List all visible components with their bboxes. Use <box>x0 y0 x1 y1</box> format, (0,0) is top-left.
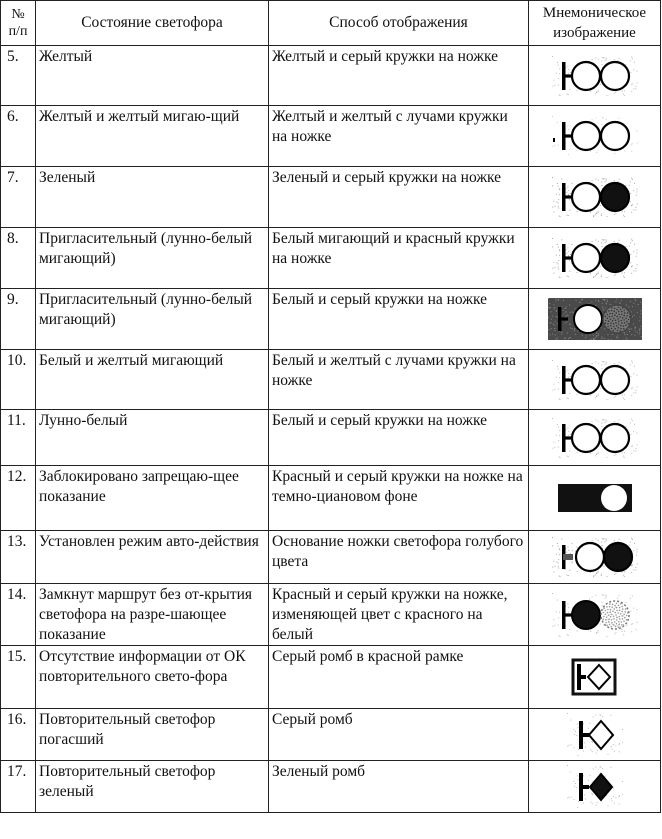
mnemonic-image <box>529 167 661 228</box>
signal-state: Повторительный светофор погасший <box>36 709 269 761</box>
signal-state: Установлен режим авто-действия <box>36 531 269 584</box>
mnemonic-image <box>529 410 661 466</box>
display-method: Красный и серый кружки на ножке, изменяющей цвет с красного на белый <box>269 584 529 646</box>
display-method: Белый и желтый с лучами кружки на ножке <box>269 350 529 410</box>
signal-auto-mode-icon <box>529 537 660 577</box>
table-row <box>1 167 661 228</box>
filled-diamond-icon <box>529 765 660 809</box>
display-method: Зеленый ромб <box>269 761 529 813</box>
mnemonic-image <box>529 106 661 167</box>
signal-state: Белый и желтый мигающий <box>36 350 269 410</box>
mnemonic-image <box>529 46 661 106</box>
header-method: Способ отображения <box>269 1 529 46</box>
signal-state: Пригласительный (лунно-белый мигающий) <box>36 289 269 350</box>
signal-state: Заблокировано запрещаю-щее показание <box>36 466 269 531</box>
hollow-diamond-icon <box>529 713 660 757</box>
row-number: 17. <box>1 761 36 813</box>
mnemonic-image <box>529 289 661 350</box>
row-number: 10. <box>1 350 36 410</box>
mnemonic-image <box>529 228 661 289</box>
signal-blocked-dark-icon <box>529 478 660 518</box>
table-row <box>1 350 661 410</box>
mnemonic-image <box>529 466 661 531</box>
row-number: 14. <box>1 584 36 646</box>
row-number: 11. <box>1 410 36 466</box>
row-number: 16. <box>1 709 36 761</box>
signal-dark-background-icon <box>529 298 660 340</box>
signal-state: Отсутствие информации от ОК повторительного свето-фора <box>36 646 269 709</box>
table-row <box>1 646 661 709</box>
display-method: Белый и серый кружки на ножке <box>269 410 529 466</box>
display-method: Красный и серый кружки на ножке на темно-циановом фоне <box>269 466 529 531</box>
table-row <box>1 289 661 350</box>
row-number: 13. <box>1 531 36 584</box>
mnemonic-image <box>529 646 661 709</box>
row-number: 15. <box>1 646 36 709</box>
diamond-in-frame-icon <box>529 654 660 700</box>
table-row <box>1 466 661 531</box>
mnemonic-image <box>529 350 661 410</box>
display-method: Желтый и серый кружки на ножке <box>269 46 529 106</box>
mnemonic-image <box>529 761 661 813</box>
mnemonic-image <box>529 709 661 761</box>
display-method: Белый мигающий и красный кружки на ножке <box>269 228 529 289</box>
mnemonic-image <box>529 584 661 646</box>
row-number: 8. <box>1 228 36 289</box>
table-row <box>1 46 661 106</box>
signal-two-hollow-circles-icon <box>529 418 660 458</box>
header-state: Состояние светофора <box>36 1 269 46</box>
row-number: 9. <box>1 289 36 350</box>
table-row <box>1 584 661 646</box>
table-row <box>1 228 661 289</box>
table-header-row <box>1 1 661 46</box>
display-method: Зеленый и серый кружки на ножке <box>269 167 529 228</box>
signal-hollow-and-filled-circle-icon <box>529 177 660 217</box>
row-number: 6. <box>1 106 36 167</box>
signal-state: Пригласительный (лунно-белый мигающий) <box>36 228 269 289</box>
display-method: Основание ножки светофора голубого цвета <box>269 531 529 584</box>
signal-state: Повторительный светофор зеленый <box>36 761 269 813</box>
signal-two-hollow-circles-icon <box>529 56 660 96</box>
mnemonic-image <box>529 531 661 584</box>
signal-state: Желтый <box>36 46 269 106</box>
signal-state: Зеленый <box>36 167 269 228</box>
table-row <box>1 410 661 466</box>
signal-two-hollow-circles-rays-icon <box>529 116 660 156</box>
table-row <box>1 106 661 167</box>
display-method: Серый ромб в красной рамке <box>269 646 529 709</box>
signal-state: Лунно-белый <box>36 410 269 466</box>
display-method: Серый ромб <box>269 709 529 761</box>
header-mnemonic: Мнемоническое изображение <box>529 1 661 46</box>
signal-state: Замкнут маршрут без от-крытия светофора на разре-шающее показание <box>36 584 269 646</box>
row-number: 5. <box>1 46 36 106</box>
header-num: № п/п <box>1 1 36 46</box>
table-row <box>1 761 661 813</box>
signal-hollow-and-filled-circle-icon <box>529 238 660 278</box>
row-number: 7. <box>1 167 36 228</box>
table-row <box>1 709 661 761</box>
display-method: Желтый и желтый с лучами кружки на ножке <box>269 106 529 167</box>
display-method: Белый и серый кружки на ножке <box>269 289 529 350</box>
signal-two-hollow-circles-icon <box>529 360 660 400</box>
signal-filled-and-dotted-circle-icon <box>529 593 660 637</box>
row-number: 12. <box>1 466 36 531</box>
table-row <box>1 531 661 584</box>
signal-state: Желтый и желтый мигаю-щий <box>36 106 269 167</box>
